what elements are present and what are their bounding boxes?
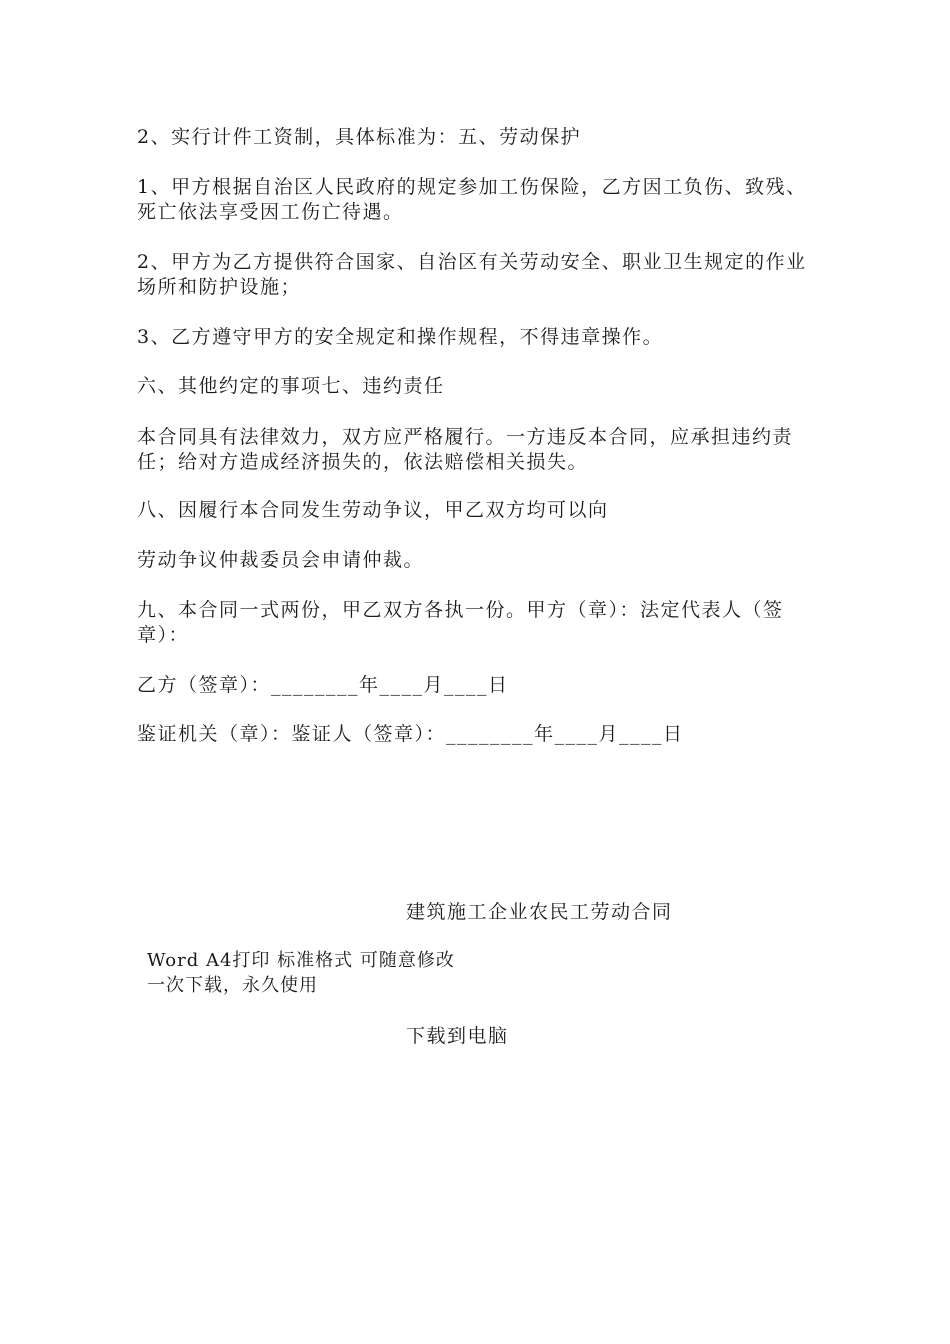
signature-notary: 鉴证机关（章）：鉴证人（签章）：________年____月____日 (137, 723, 684, 745)
paragraph-injury-insurance: 1、甲方根据自治区人民政府的规定参加工伤保险，乙方因工负伤、致残、死亡依法享受因工伤亡待遇。 (137, 176, 807, 223)
paragraph-legal-effect: 本合同具有法律效力，双方应严格履行。一方违反本合同，应承担违约责任；给对方造成经济损失的，依法赔偿相关损失。 (137, 426, 794, 473)
paragraph-safety-rules: 3、乙方遵守甲方的安全规定和操作规程，不得违章操作。 (137, 326, 664, 348)
document-title: 建筑施工企业农民工劳动合同 (406, 901, 673, 923)
paragraph-copies: 九、本合同一式两份，甲乙双方各执一份。甲方（章）：法定代表人（签章）： (137, 599, 784, 646)
signature-party-b: 乙方（签章）：________年____月____日 (137, 674, 509, 696)
paragraph-dispute: 八、因履行本合同发生劳动争议，甲乙双方均可以向 (137, 499, 609, 521)
promo-download-line: 一次下载，永久使用 (147, 975, 318, 996)
paragraph-wage-system: 2、实行计件工资制，具体标准为：五、劳动保护 (137, 126, 582, 148)
promo-format-line: Word A4打印 标准格式 可随意修改 (147, 950, 455, 971)
paragraph-other-matters: 六、其他约定的事项七、违约责任 (137, 375, 445, 397)
paragraph-safety-facilities: 2、甲方为乙方提供符合国家、自治区有关劳动安全、职业卫生规定的作业场所和防护设施； (137, 251, 807, 298)
download-link[interactable]: 下载到电脑 (406, 1025, 509, 1047)
paragraph-arbitration: 劳动争议仲裁委员会申请仲裁。 (137, 549, 425, 571)
